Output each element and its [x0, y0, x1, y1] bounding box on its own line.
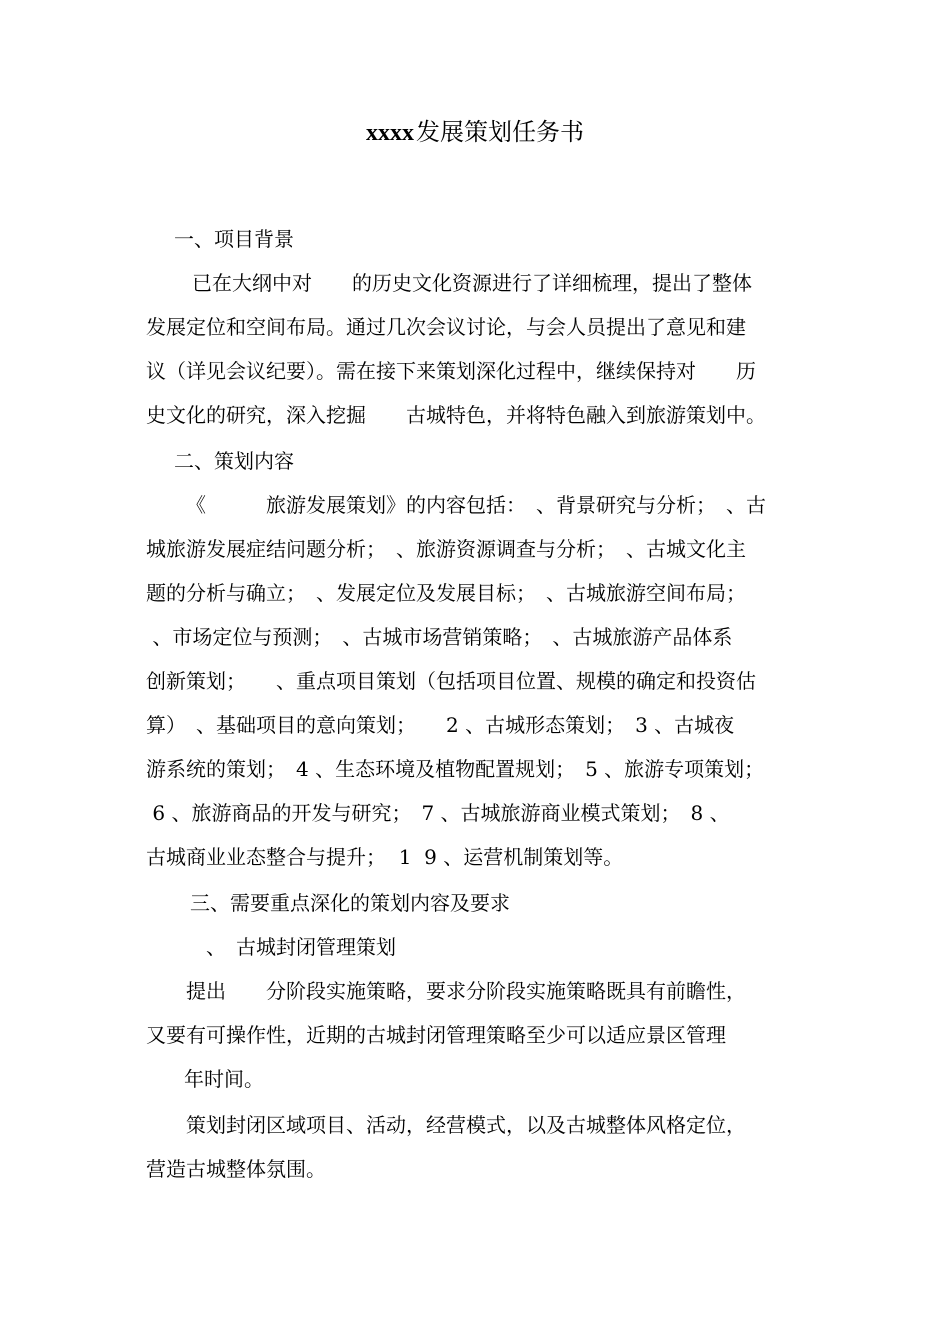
title-latin: xxxx [366, 120, 414, 146]
section-2-line: 游系统的策划； 4 、生态环境及植物配置规划； 5 、旅游专项策划； [146, 757, 765, 781]
section-1-line: 史文化的研究，深入挖掘 古城特色，并将特色融入到旅游策划中。 [146, 403, 766, 427]
section-2-heading: 二、策划内容 [174, 449, 294, 473]
section-1-heading: 一、项目背景 [174, 227, 294, 251]
section-3-subheading: 、 古城封闭管理策划 [206, 935, 396, 959]
section-3-para1-line: 年时间。 [184, 1067, 264, 1091]
section-3-para2-line: 策划封闭区域项目、活动，经营模式，以及古城整体风格定位， [186, 1113, 746, 1137]
section-2-line: 古城商业业态整合与提升； 1 9 、运营机制策划等。 [146, 845, 624, 869]
section-1-line: 发展定位和空间布局。通过几次会议讨论，与会人员提出了意见和建 [146, 315, 746, 339]
section-3-para1-line: 提出 分阶段实施策略，要求分阶段实施策略既具有前瞻性， [186, 979, 746, 1003]
section-3-para1-line: 又要有可操作性，近期的古城封闭管理策略至少可以适应景区管理 [146, 1023, 726, 1047]
section-2-line: 创新策划； 、重点项目策划（包括项目位置、规模的确定和投资估 [146, 669, 756, 693]
section-1-line: 已在大纲中对 的历史文化资源进行了详细梳理，提出了整体 [192, 271, 752, 295]
section-3-para2-line: 营造古城整体氛围。 [146, 1157, 326, 1181]
section-3-heading: 三、需要重点深化的策划内容及要求 [190, 891, 510, 915]
title-text: 发展策划任务书 [416, 118, 584, 146]
section-1-line: 议（详见会议纪要）。需在接下来策划深化过程中，继续保持对 历 [146, 359, 756, 383]
section-2-line: 《 旅游发展策划》的内容包括： 、背景研究与分析； 、古 [186, 493, 766, 517]
section-2-line: 算） 、基础项目的意向策划； 2 、古城形态策划； 3 、古城夜 [146, 713, 735, 737]
document-title [0, 114, 950, 151]
section-2-line: 城旅游发展症结问题分析； 、旅游资源调查与分析； 、古城文化主 [146, 537, 746, 561]
section-2-line: 、市场定位与预测； 、古城市场营销策略； 、古城旅游产品体系 [146, 625, 733, 649]
section-2-line: 6 、旅游商品的开发与研究； 7 、古城旅游商业模式策划； 8 、 [146, 801, 730, 825]
section-2-line: 题的分析与确立； 、发展定位及发展目标； 、古城旅游空间布局； [146, 581, 746, 605]
